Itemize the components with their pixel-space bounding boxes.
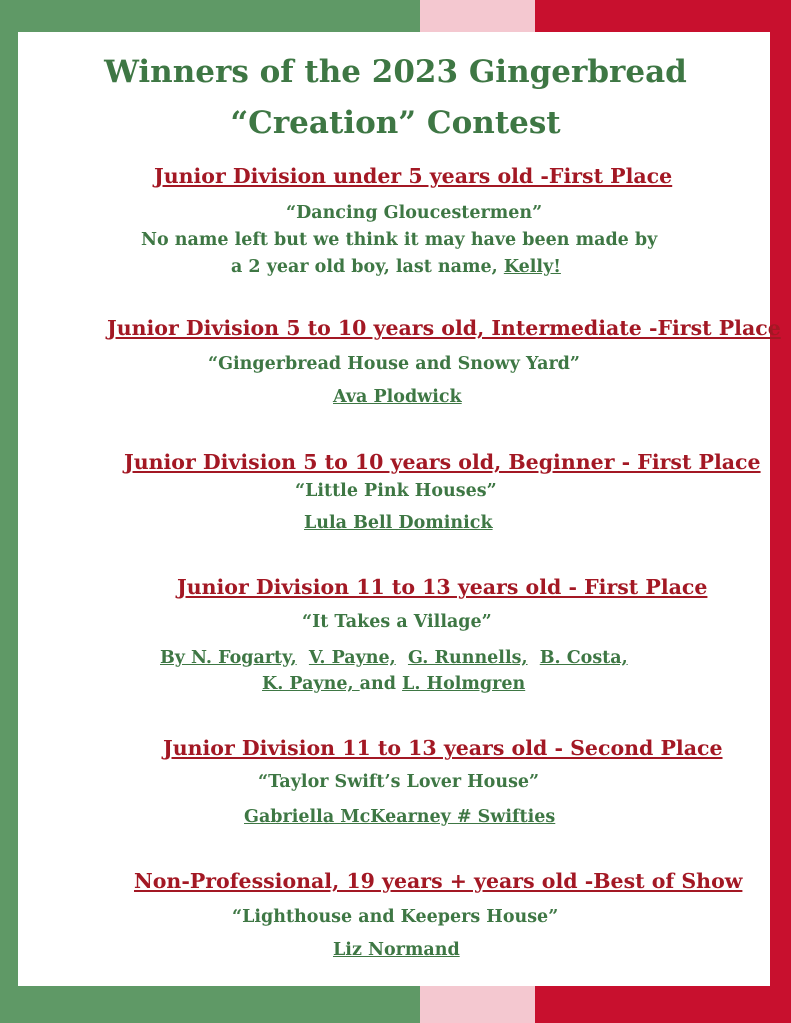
winner-name: Gabriella McKearney # Swifties <box>244 807 556 827</box>
section-heading: Non-Professional, 19 years + years old -Best of Show <box>134 869 743 893</box>
entry-title: “Dancing Gloucestermen” <box>286 203 543 223</box>
conjunction-text: and <box>359 674 396 694</box>
entry-title: “Gingerbread House and Snowy Yard” <box>208 354 580 374</box>
section-heading: Junior Division 11 to 13 years old - Second Place <box>163 736 723 760</box>
page-title-line-1: Winners of the 2023 Gingerbread <box>104 54 687 90</box>
entry-title: “Little Pink Houses” <box>295 481 497 501</box>
entry-description: No name left but we think it may have been made by <box>141 230 658 250</box>
section-heading: Junior Division 5 to 10 years old, Beginner - First Place <box>124 450 761 474</box>
description-text: a 2 year old boy, last name, <box>231 257 504 277</box>
entry-title: “It Takes a Village” <box>302 612 492 632</box>
winner-name: L. Holmgren <box>402 674 526 694</box>
entry-title: “Lighthouse and Keepers House” <box>232 907 559 927</box>
section-heading: Junior Division 5 to 10 years old, Intermediate -First Place <box>107 316 781 340</box>
winner-name: G. Runnells, <box>407 648 528 668</box>
winner-name: V. Payne, <box>308 648 396 668</box>
winner-name: Lula Bell Dominick <box>304 513 493 533</box>
winner-name: K. Payne, <box>262 674 360 694</box>
winner-name: Kelly! <box>503 257 561 277</box>
winner-name: B. Costa, <box>539 648 628 668</box>
winner-name: By N. Fogarty, <box>160 648 297 668</box>
entry-title: “Taylor Swift’s Lover House” <box>258 772 540 792</box>
winner-names-line-2 <box>262 674 525 694</box>
winner-name: Liz Normand <box>333 940 460 960</box>
winner-name: Ava Plodwick <box>333 387 462 407</box>
section-heading: Junior Division under 5 years old -First Place <box>154 164 673 188</box>
section-heading: Junior Division 11 to 13 years old - First Place <box>177 575 708 599</box>
page-title-line-2: “Creation” Contest <box>230 105 561 141</box>
winner-names-line-1 <box>160 648 628 668</box>
entry-description <box>231 257 561 277</box>
